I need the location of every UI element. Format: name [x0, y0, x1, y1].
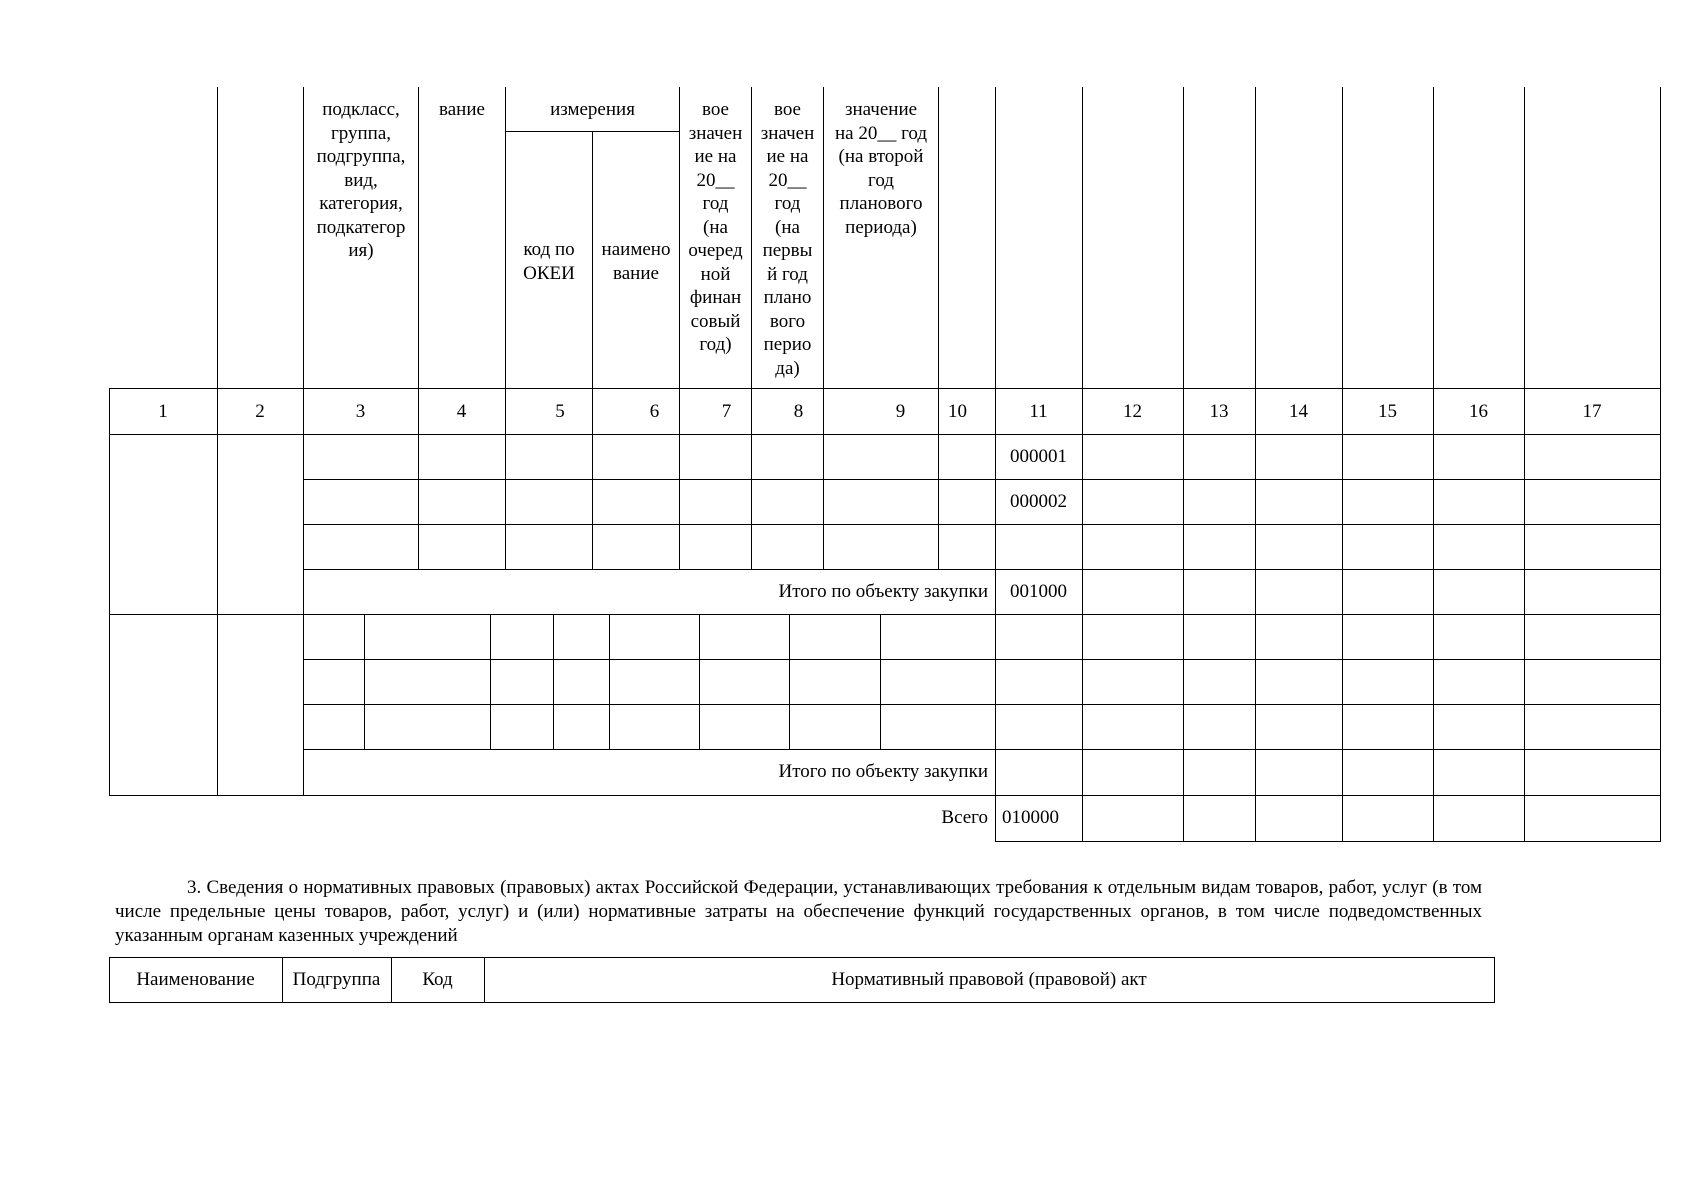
column-number: 6 [649, 401, 660, 422]
subtotal-label: Итого по объекту закупки [778, 581, 988, 602]
grid-line [1524, 87, 1525, 388]
grid-line [109, 795, 1661, 796]
grid-line [303, 479, 1661, 480]
grid-line [1082, 87, 1083, 388]
grid-line [109, 1002, 1495, 1003]
grid-line [1342, 388, 1343, 842]
units-header: измерения [550, 99, 635, 120]
col5-header: код по ОКЕИ [523, 239, 575, 284]
column-number: 4 [456, 401, 467, 422]
grid-line [1255, 87, 1256, 388]
grid-line [1494, 957, 1495, 1003]
grid-line [303, 659, 1661, 660]
grid-line [751, 434, 752, 569]
table2-header: Нормативный правовой (правовой) акт [831, 969, 1147, 990]
column-number: 5 [555, 401, 565, 422]
section-3-heading: 3. Сведения о нормативных правовых (правовых) актах Российской Федерации, устанавливающих требования к отдельным видам товаров, работ, услуг (в том числе предельные цены товаров, работ, услуг) и (или) нормативные затраты на обеспечение функций государственных органов, в том числе подведомственных указанным органам казенных учреждений [115, 877, 1482, 946]
grid-line [553, 614, 554, 749]
grid-line [1433, 87, 1434, 388]
grid-line [109, 388, 1661, 389]
grid-line [592, 434, 593, 569]
column-number: 10 [948, 401, 967, 422]
grid-line [109, 614, 1661, 615]
total-code: 010000 [1002, 807, 1059, 828]
grid-line [1342, 87, 1343, 388]
grid-line [1255, 388, 1256, 842]
column-number: 13 [1209, 401, 1229, 422]
table2-header: Код [422, 969, 453, 990]
column-number: 15 [1378, 401, 1397, 422]
grid-line [217, 87, 218, 388]
grid-line [303, 704, 1661, 705]
grid-line [505, 434, 506, 569]
grid-line [995, 841, 1661, 842]
subtotal-label: Итого по объекту закупки [778, 761, 988, 782]
grid-line [418, 434, 419, 569]
column-number: 11 [1029, 401, 1048, 422]
grid-line [109, 434, 1661, 435]
grid-line [938, 87, 939, 388]
column-number: 7 [721, 401, 732, 422]
grid-line [609, 614, 610, 749]
table2-header: Наименование [136, 969, 255, 990]
grid-line [303, 569, 1661, 570]
column-number: 8 [793, 401, 804, 422]
grid-line [880, 614, 881, 749]
row-code: 000002 [1010, 491, 1067, 512]
grid-line [938, 434, 939, 569]
col6-header: наимено вание [601, 239, 671, 284]
col9-header: значение на 20__ год (на второй год планового периода) [834, 99, 928, 238]
grid-line [995, 87, 996, 388]
grid-line [490, 614, 491, 749]
grid-line [303, 749, 1661, 750]
grid-line [1433, 388, 1434, 842]
grid-line [1660, 87, 1661, 388]
column-number: 12 [1123, 401, 1142, 422]
grid-line [699, 614, 700, 749]
grid-line [364, 614, 365, 749]
grid-line [109, 957, 1495, 958]
grid-line [109, 388, 110, 795]
grid-line [1524, 388, 1525, 842]
col8-header: вое значен ие на 20__ год (на первы й год плано вого перио да) [760, 99, 815, 379]
grid-line [1660, 388, 1661, 842]
grid-line [679, 434, 680, 569]
subtotal-code: 001000 [1010, 581, 1067, 602]
column-number: 17 [1582, 401, 1602, 422]
col4-header: вание [439, 99, 485, 120]
total-label: Всего [941, 807, 988, 828]
column-number: 2 [255, 401, 265, 422]
grid-line [418, 87, 419, 388]
grid-line [1183, 388, 1184, 842]
grid-line [1183, 87, 1184, 388]
grid-line [823, 434, 824, 569]
grid-line [1082, 388, 1083, 842]
column-number: 16 [1469, 401, 1488, 422]
column-number: 1 [158, 401, 168, 422]
grid-line [789, 614, 790, 749]
column-number: 3 [355, 401, 366, 422]
column-number: 9 [895, 401, 906, 422]
col7-header: вое значен ие на 20__ год (на очеред ной финан совый год) [688, 99, 743, 355]
table2-header: Подгруппа [292, 969, 381, 990]
row-code: 000001 [1010, 446, 1067, 467]
grid-line [303, 524, 1661, 525]
grid-line [217, 388, 218, 795]
col3-header: подкласс, группа, подгруппа, вид, категория, подкатегор ия) [316, 99, 406, 261]
grid-line [505, 131, 679, 132]
column-number: 14 [1289, 401, 1308, 422]
